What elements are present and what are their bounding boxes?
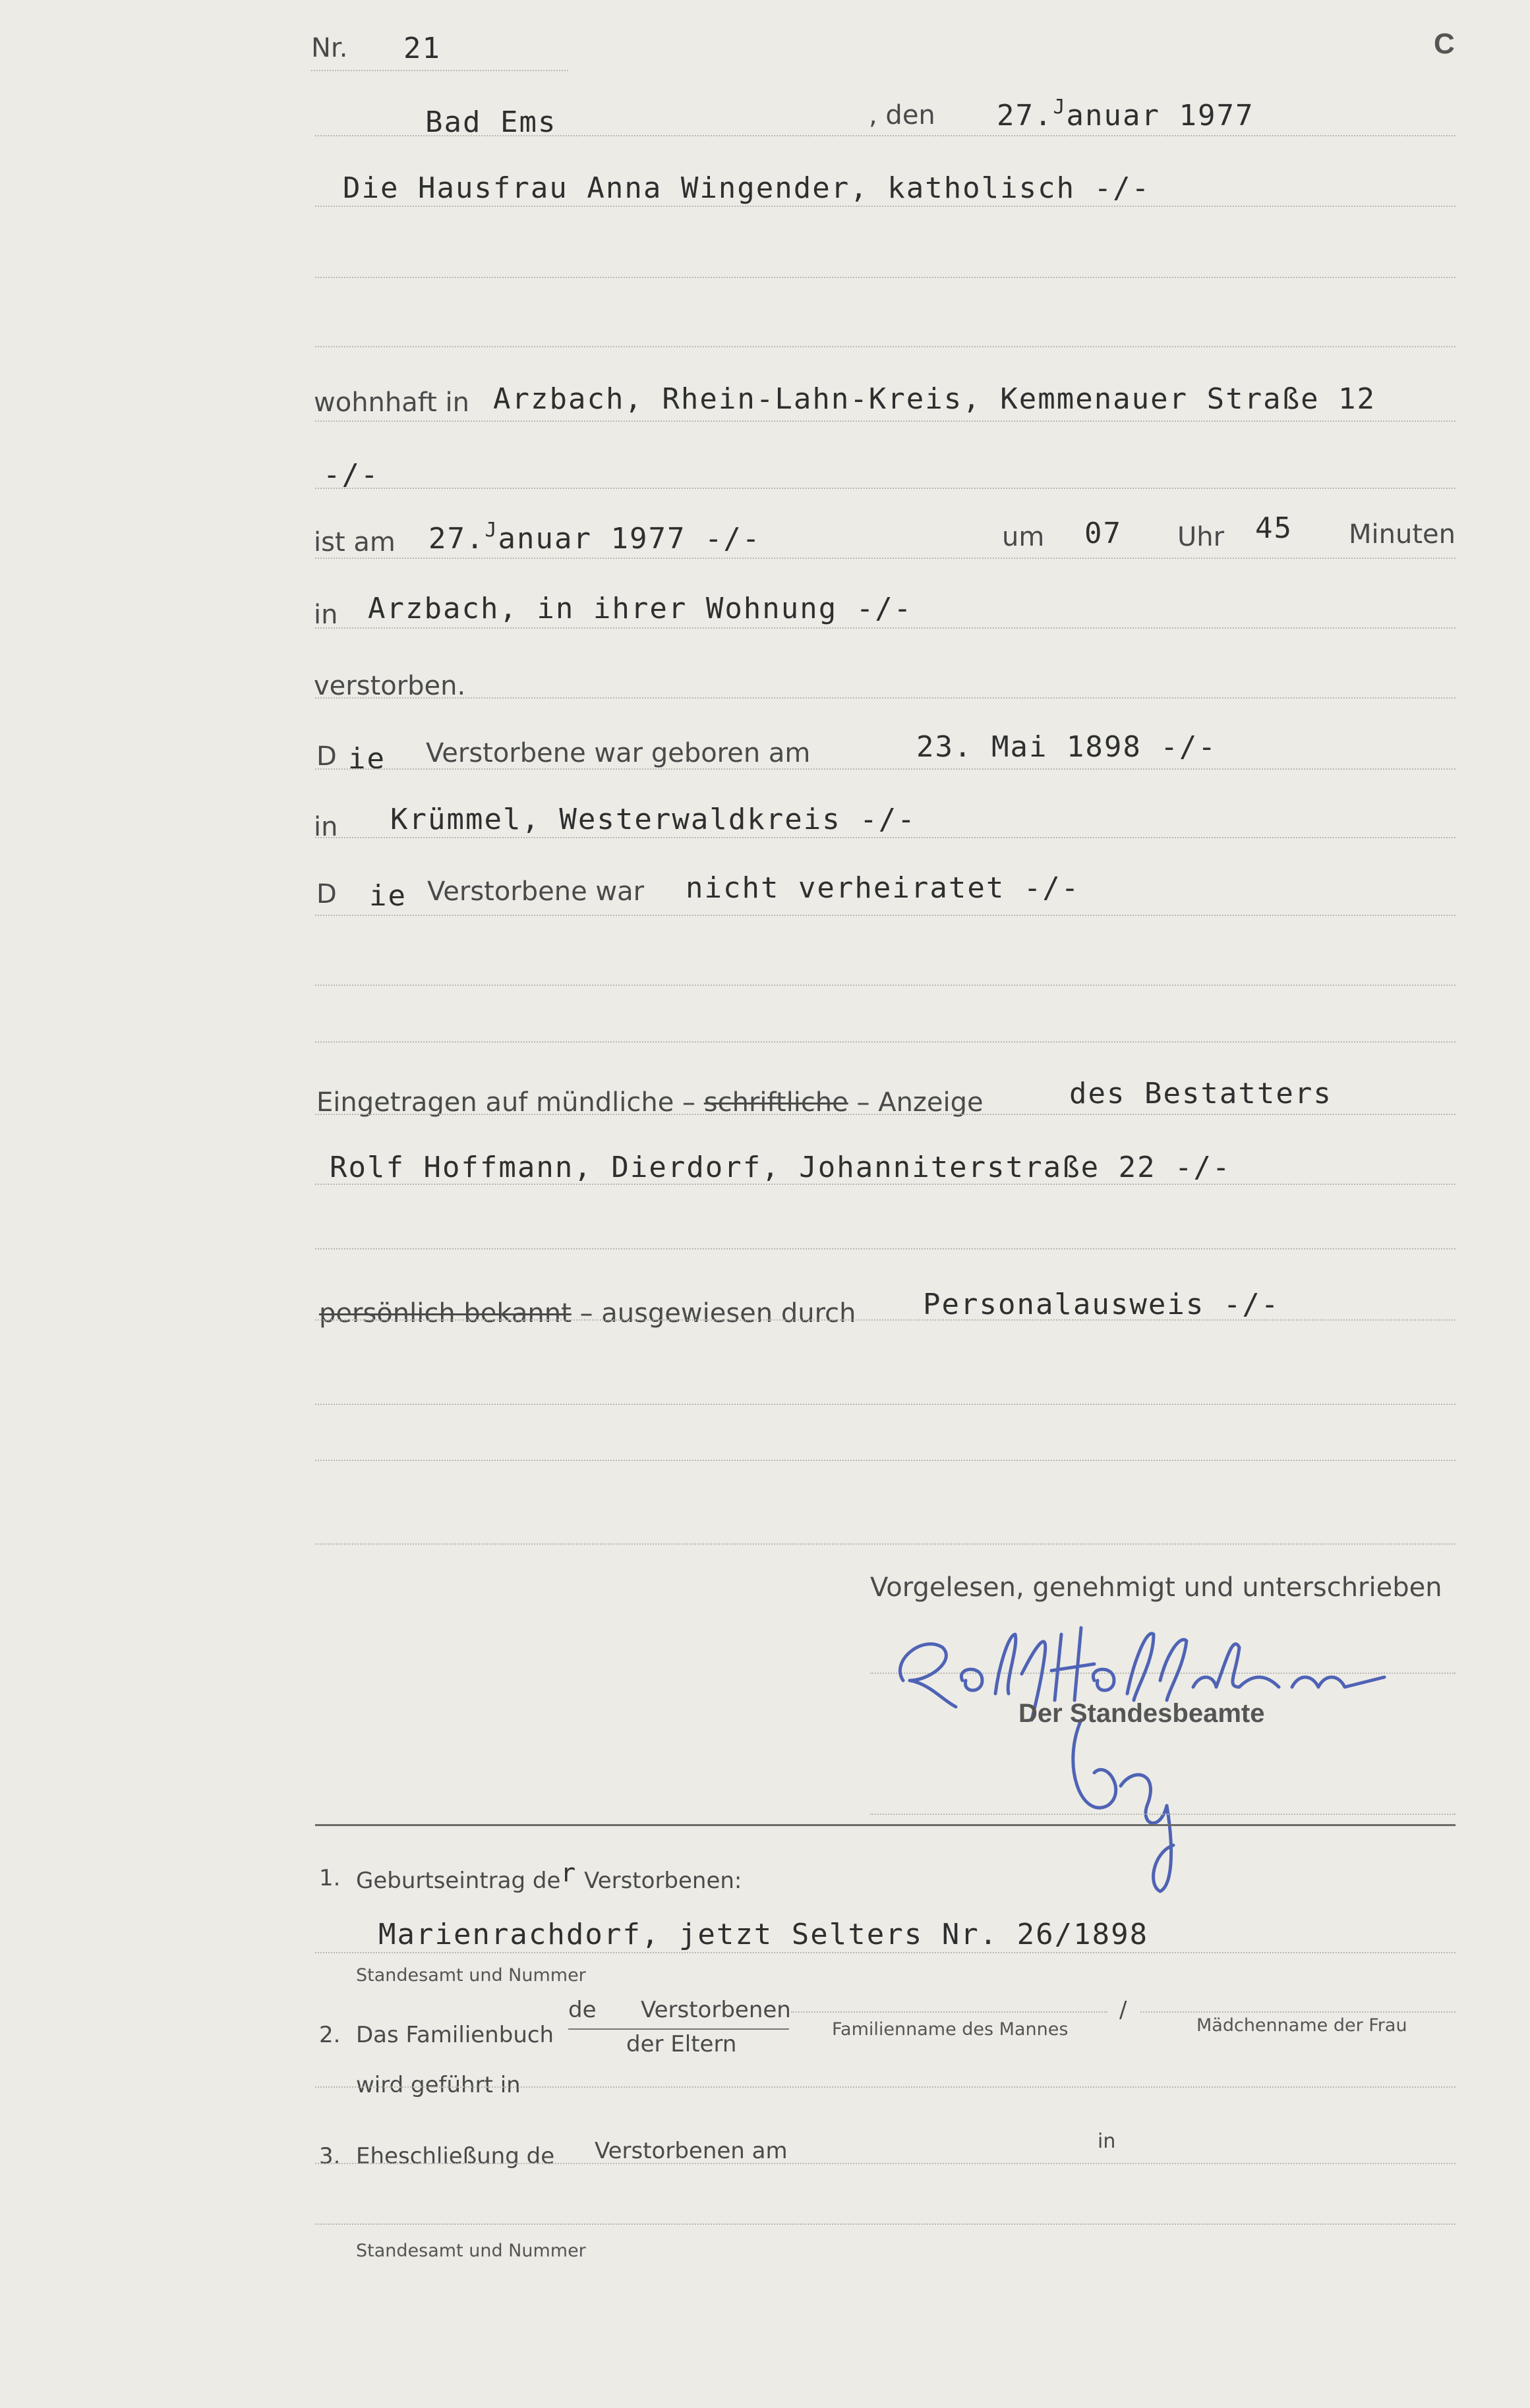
residence-label: wohnhaft in: [314, 387, 469, 418]
rule-blank-7: [315, 1460, 1456, 1461]
birth-place-label: in: [314, 812, 338, 842]
nr-rule: [311, 70, 568, 71]
rule-report: [315, 1114, 1456, 1115]
rule-place: [315, 135, 1456, 136]
marital-d-label: D: [316, 879, 337, 909]
rule-official: [870, 1814, 1456, 1815]
um-label: um: [1002, 522, 1045, 552]
rule-blank-4: [315, 1041, 1456, 1043]
rule-item1: [315, 1952, 1456, 1953]
marital-value: nicht verheiratet -/-: [686, 871, 1080, 905]
rule-residence-2: [315, 488, 1456, 489]
rule-blank-1: [315, 277, 1456, 278]
read-approved-label: Vorgelesen, genehmigt und unterschrieben: [870, 1572, 1442, 1603]
item1-value: Marienrachdorf, jetzt Selters Nr. 26/1898: [378, 1918, 1149, 1951]
birth-place-value: Krümmel, Westerwaldkreis -/-: [390, 803, 916, 836]
item2-fraction-bar: [568, 2028, 789, 2030]
report-line2: Rolf Hoffmann, Dierdorf, Johanniterstraße 22 -/-: [330, 1151, 1231, 1184]
item1-label: Geburtseintrag der Verstorbenen:: [356, 1858, 742, 1894]
item2-slash: /: [1119, 1997, 1127, 2023]
rule-death-place: [315, 627, 1456, 629]
marital-ie: ie: [369, 879, 407, 913]
date-value: 27.$^J$anuar 1977: [997, 96, 1254, 132]
item3-caption: Standesamt und Nummer: [356, 2241, 586, 2261]
rule-item3: [315, 2163, 1456, 2164]
section-divider: [315, 1824, 1456, 1826]
item2-de: de: [568, 1997, 597, 2023]
rule-blank-5: [315, 1248, 1456, 1249]
verstorben-label: verstorben.: [314, 671, 466, 701]
person-line: Die Hausfrau Anna Wingender, katholisch -/-: [343, 171, 1151, 205]
rule-report-2: [315, 1184, 1456, 1185]
rule-item2-2: [315, 2086, 1456, 2088]
item1-caption: Standesamt und Nummer: [356, 1965, 586, 1986]
report-label: Eingetragen auf mündliche – schriftliche – Anzeige: [316, 1087, 984, 1118]
death-date-label: ist am: [314, 527, 396, 558]
rule-item3-2: [315, 2223, 1456, 2225]
birth-ie: ie: [348, 742, 386, 776]
rule-blank-3: [315, 985, 1456, 986]
signature-scribble: [883, 1608, 1411, 1911]
birth-label: Verstorbene war geboren am: [426, 738, 811, 768]
death-minutes: 45: [1255, 511, 1293, 545]
uhr-label: Uhr: [1177, 522, 1225, 552]
item2-caption-wife: Mädchenname der Frau: [1196, 2015, 1407, 2036]
birth-date-value: 23. Mai 1898 -/-: [916, 730, 1217, 764]
item3-in: in: [1098, 2130, 1116, 2153]
death-place-value: Arzbach, in ihrer Wohnung -/-: [368, 592, 913, 625]
birth-d-label: D: [316, 741, 337, 772]
identity-value: Personalausweis -/-: [923, 1288, 1280, 1321]
page-letter: C: [1434, 28, 1455, 60]
death-place-label: in: [314, 600, 338, 630]
rule-item2-b: [1140, 2011, 1456, 2013]
rule-blank-8: [315, 1543, 1456, 1545]
registrar-label: Der Standesbeamte: [1018, 1699, 1265, 1728]
rule-identity: [315, 1319, 1456, 1321]
rule-verstorben: [315, 697, 1456, 699]
rule-birth-date: [315, 768, 1456, 770]
item2-top: Verstorbenen: [641, 1997, 791, 2023]
item2-number: 2.: [319, 2022, 341, 2048]
death-hour: 07: [1084, 517, 1122, 550]
rule-birth-place: [315, 837, 1456, 838]
marital-label: Verstorbene war: [427, 876, 645, 907]
death-date-value: 27.$^J$anuar 1977 -/-: [428, 519, 761, 556]
item2-label: Das Familienbuch: [356, 2022, 554, 2048]
item1-number: 1.: [319, 1865, 341, 1891]
item3-number: 3.: [319, 2143, 341, 2169]
rule-person: [315, 206, 1456, 207]
rule-residence: [315, 420, 1456, 422]
place-value: Bad Ems: [425, 105, 557, 139]
report-value: des Bestatters: [1069, 1077, 1332, 1110]
rule-death-date: [315, 558, 1456, 559]
item2-line2: wird geführt in: [356, 2072, 521, 2098]
nr-label: Nr.: [311, 33, 348, 63]
item2-bottom: der Eltern: [626, 2031, 737, 2057]
residence-cont: -/-: [323, 458, 380, 492]
item3-value: Verstorbenen am: [595, 2138, 788, 2164]
minuten-label: Minuten: [1349, 519, 1456, 550]
rule-item2-a: [791, 2011, 1107, 2013]
item3-label: Eheschließung de: [356, 2143, 555, 2169]
rule-blank-6: [315, 1404, 1456, 1405]
den-label: , den: [869, 100, 935, 130]
item2-caption-husband: Familienname des Mannes: [832, 2019, 1069, 2040]
identity-label: persönlich bekannt – ausgewiesen durch: [319, 1298, 856, 1329]
rule-blank-2: [315, 346, 1456, 347]
record-number: 21: [403, 32, 441, 65]
rule-marital: [315, 915, 1456, 916]
residence-value: Arzbach, Rhein-Lahn-Kreis, Kemmenauer Straße 12: [493, 382, 1376, 416]
